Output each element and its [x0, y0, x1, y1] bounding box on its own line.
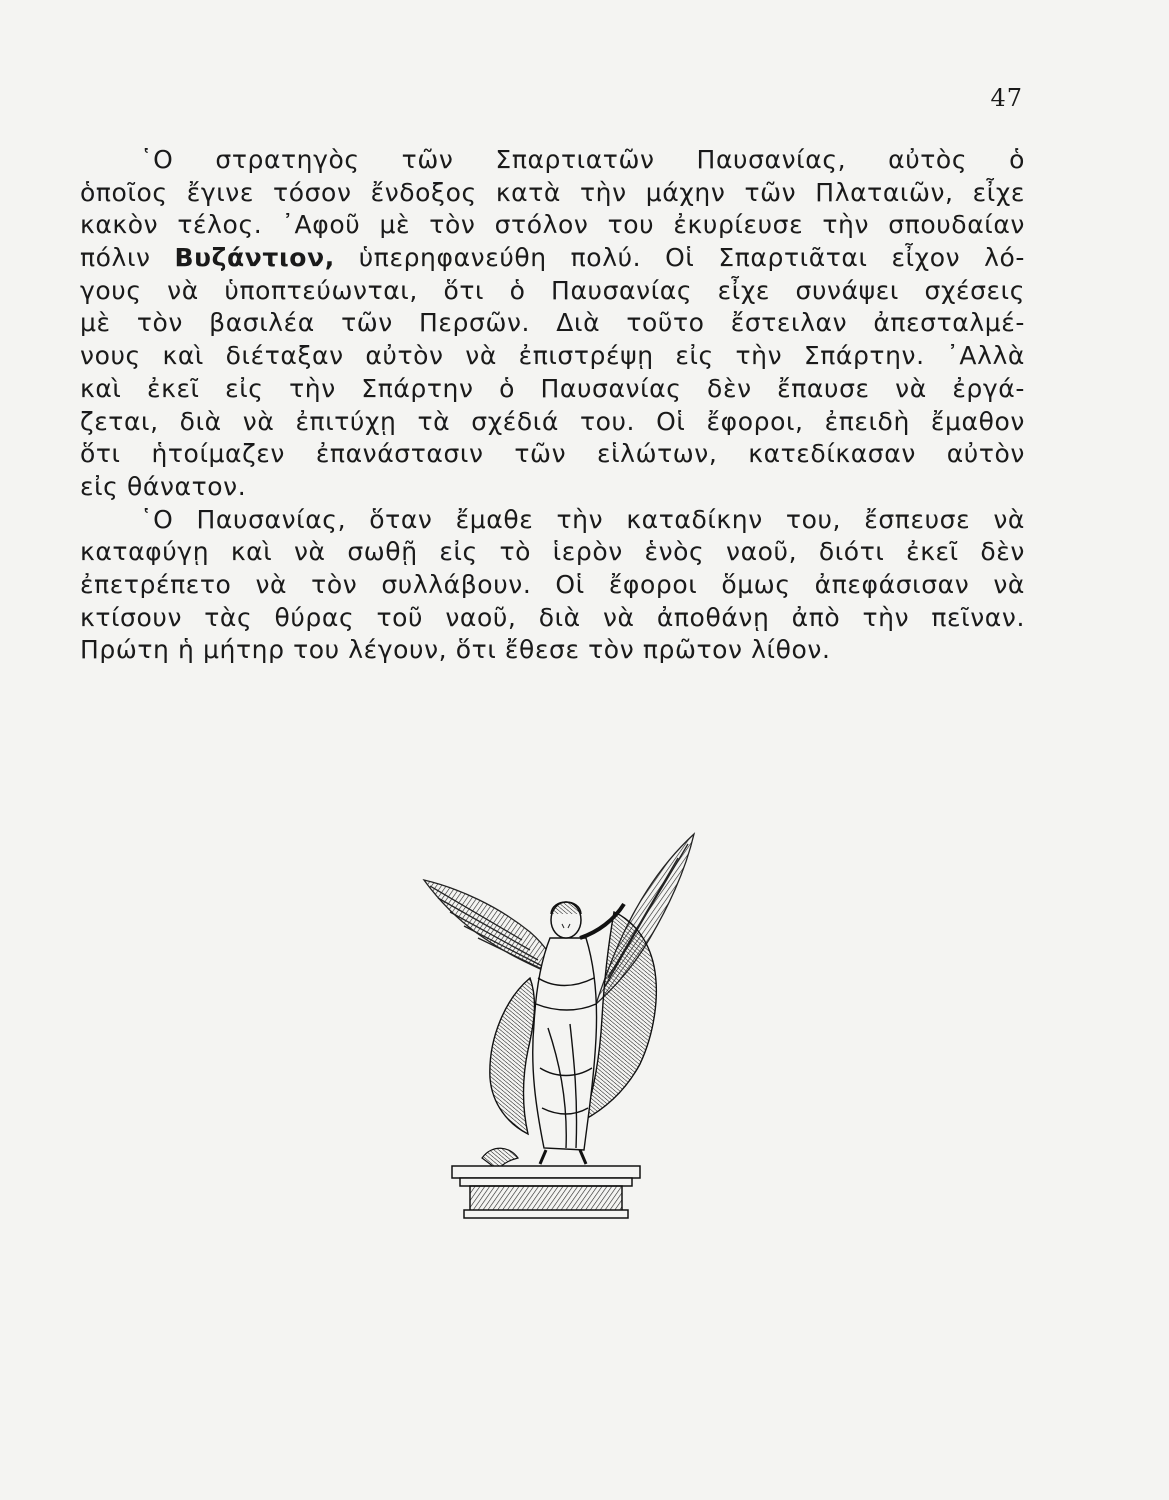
text-line: ὁποῖος ἔγινε τόσον ἔνδοξος κατὰ τὴν μάχην τῶν Πλαταιῶν, εἶχε [80, 177, 1025, 207]
figure-feet [540, 1150, 586, 1164]
text-line: κακὸν τέλος. ᾿Αφοῦ μὲ τὸν στόλον του ἐκυρίευσε τὴν σπουδαίαν [80, 210, 1025, 240]
text-segment: ὑπερηφανεύθη πολύ. Οἱ Σπαρτιᾶται εἶχον λό- [334, 243, 1025, 273]
page-number: 47 [990, 84, 1023, 112]
left-wing [424, 880, 560, 978]
figure-head [551, 902, 581, 938]
text-line: νους καὶ διέταξαν αὐτὸν νὰ ἐπιστρέψῃ εἰς τὴν Σπάρτην. ᾿Αλλὰ [80, 341, 1025, 371]
text-line: καταφύγῃ καὶ νὰ σωθῇ εἰς τὸ ἱερὸν ἑνὸς ναοῦ, διότι ἐκεῖ δὲν [80, 537, 1025, 567]
text-line: μὲ τὸν βασιλέα τῶν Περσῶν. Διὰ τοῦτο ἔστειλαν ἀπεσταλμέ- [80, 308, 1025, 338]
winged-victory-engraving [418, 828, 700, 1220]
text-segment: πόλιν [80, 243, 175, 273]
text-line: ὅτι ἡτοίμαζεν ἐπανάστασιν τῶν εἱλώτων, κατεδίκασαν αὐτὸν [80, 439, 1025, 469]
pedestal [452, 1166, 640, 1218]
text-line: ζεται, διὰ νὰ ἐπιτύχῃ τὰ σχέδιά του. Οἱ ἔφοροι, ἐπειδὴ ἔμαθον [80, 406, 1025, 436]
text-line: γους νὰ ὑποπτεύωνται, ὅτι ὁ Παυσανίας εἶχε συνάψει σχέσεις [80, 275, 1025, 305]
text-line: Πρώτη ἡ μήτηρ του λέγουν, ὅτι ἔθεσε τὸν πρῶτον λίθον. [80, 635, 831, 665]
text-line: εἰς θάνατον. [80, 471, 247, 501]
text-line: καὶ ἐκεῖ εἰς τὴν Σπάρτην ὁ Παυσανίας δὲν ἔπαυσε νὰ ἐργά- [80, 373, 1025, 403]
text-line: ῾Ο Παυσανίας, ὅταν ἔμαθε τὴν καταδίκην του, ἔσπευσε νὰ [140, 504, 1025, 534]
body-text [80, 144, 1025, 667]
text-line: ἐπετρέπετο νὰ τὸν συλλάβουν. Οἱ ἔφοροι ὅμως ἀπεφάσισαν νὰ [80, 569, 1025, 599]
bold-term-byzantion: Βυζάντιον, [174, 243, 335, 273]
text-line [80, 242, 1025, 275]
left-drapery [490, 978, 535, 1134]
text-line: ῾Ο στρατηγὸς τῶν Σπαρτιατῶν Παυσανίας, αὐτὸς ὁ [140, 145, 1025, 174]
figure-body [533, 938, 597, 1150]
text-line: κτίσουν τὰς θύρας τοῦ ναοῦ, διὰ νὰ ἀποθάνῃ ἀπὸ τὴν πεῖναν. [80, 602, 1025, 632]
